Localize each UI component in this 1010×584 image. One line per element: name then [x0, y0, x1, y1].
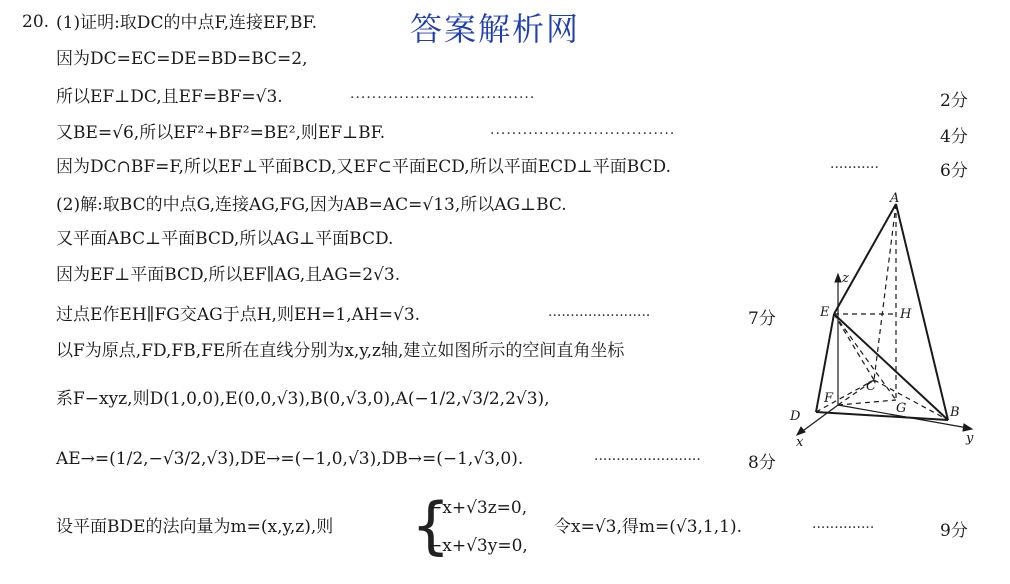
system-eq-1: −x+√3z=0, — [428, 498, 528, 518]
x-axis — [800, 405, 838, 433]
solution-line-13: 设平面BDE的法向量为m=(x,y,z),则 — [56, 517, 334, 537]
problem-number: 20. — [22, 12, 50, 32]
score-8: 8分 — [748, 453, 776, 473]
solution-line-2: 因为DC=EC=DE=BD=BC=2, — [56, 49, 308, 69]
solution-line-5: 因为DC∩BF=F,所以EF⊥平面BCD,又EF⊂平面ECD,所以平面ECD⊥平面BCD. — [56, 157, 671, 177]
label-F: F — [824, 391, 834, 406]
solution-line-9: 过点E作EH∥FG交AG于点H,则EH=1,AH=√3. — [56, 305, 421, 325]
solution-line-12: AE→=(1/2,−√3/2,√3),DE→=(−1,0,√3),DB→=(−1,√3,0). — [56, 449, 524, 469]
label-C: C — [866, 379, 876, 394]
solution-line-4: 又BE=√6,所以EF²+BF²=BE²,则EF⊥BF. — [56, 123, 386, 143]
score-4: 4分 — [940, 127, 968, 147]
label-E: E — [820, 305, 830, 320]
solution-line-10: 以F为原点,FD,FB,FE所在直线分别为x,y,z轴,建立如图所示的空间直角坐标 — [56, 341, 625, 361]
score-dots-5: ························ — [594, 452, 701, 468]
system-brace: { — [411, 489, 451, 562]
score-dots-1: ·································· — [350, 90, 536, 106]
label-G: G — [896, 401, 907, 416]
z-axis-arrow — [835, 274, 841, 282]
y-axis-arrow — [963, 424, 972, 431]
pyramid-figure — [786, 190, 996, 450]
label-y: y — [966, 431, 974, 446]
label-B: B — [950, 405, 960, 420]
solution-line-6: (2)解:取BC的中点G,连接AG,FG,因为AB=AC=√13,所以AG⊥BC. — [56, 195, 567, 215]
label-A: A — [890, 191, 900, 206]
score-7: 7分 — [748, 309, 776, 329]
score-6: 6分 — [940, 161, 968, 181]
label-x: x — [796, 435, 804, 450]
solution-line-1: (1)证明:取DC的中点F,连接EF,BF. — [56, 13, 318, 33]
label-H: H — [900, 307, 912, 322]
edge-EG — [834, 314, 896, 400]
x-axis-arrow — [797, 427, 805, 435]
solution-line-3: 所以EF⊥DC,且EF=BF=√3. — [56, 87, 283, 107]
score-9: 9分 — [940, 521, 968, 541]
edge-AE — [834, 204, 896, 314]
solution-line-8: 因为EF⊥平面BCD,所以EF∥AG,且AG=2√3. — [56, 265, 401, 285]
solution-line-11: 系F−xyz,则D(1,0,0),E(0,0,√3),B(0,√3,0),A(−1/2,√3/2,2√3), — [56, 389, 550, 409]
score-dots-3: ··········· — [830, 160, 879, 176]
score-dots-6: ·············· — [812, 520, 875, 536]
system-eq-2: −x+√3y=0, — [428, 536, 528, 556]
score-dots-2: ·································· — [490, 126, 676, 142]
label-D: D — [790, 409, 801, 424]
label-z: z — [842, 271, 849, 286]
watermark-logo: 答案解析网 — [410, 10, 581, 48]
edge-EC — [834, 314, 874, 380]
edge-FG — [838, 400, 896, 405]
score-dots-4: ······················· — [548, 308, 651, 324]
score-2: 2分 — [940, 91, 968, 111]
solution-line-14: 令x=√3,得m=(√3,1,1). — [554, 517, 743, 537]
solution-line-7: 又平面ABC⊥平面BCD,所以AG⊥平面BCD. — [56, 229, 394, 249]
